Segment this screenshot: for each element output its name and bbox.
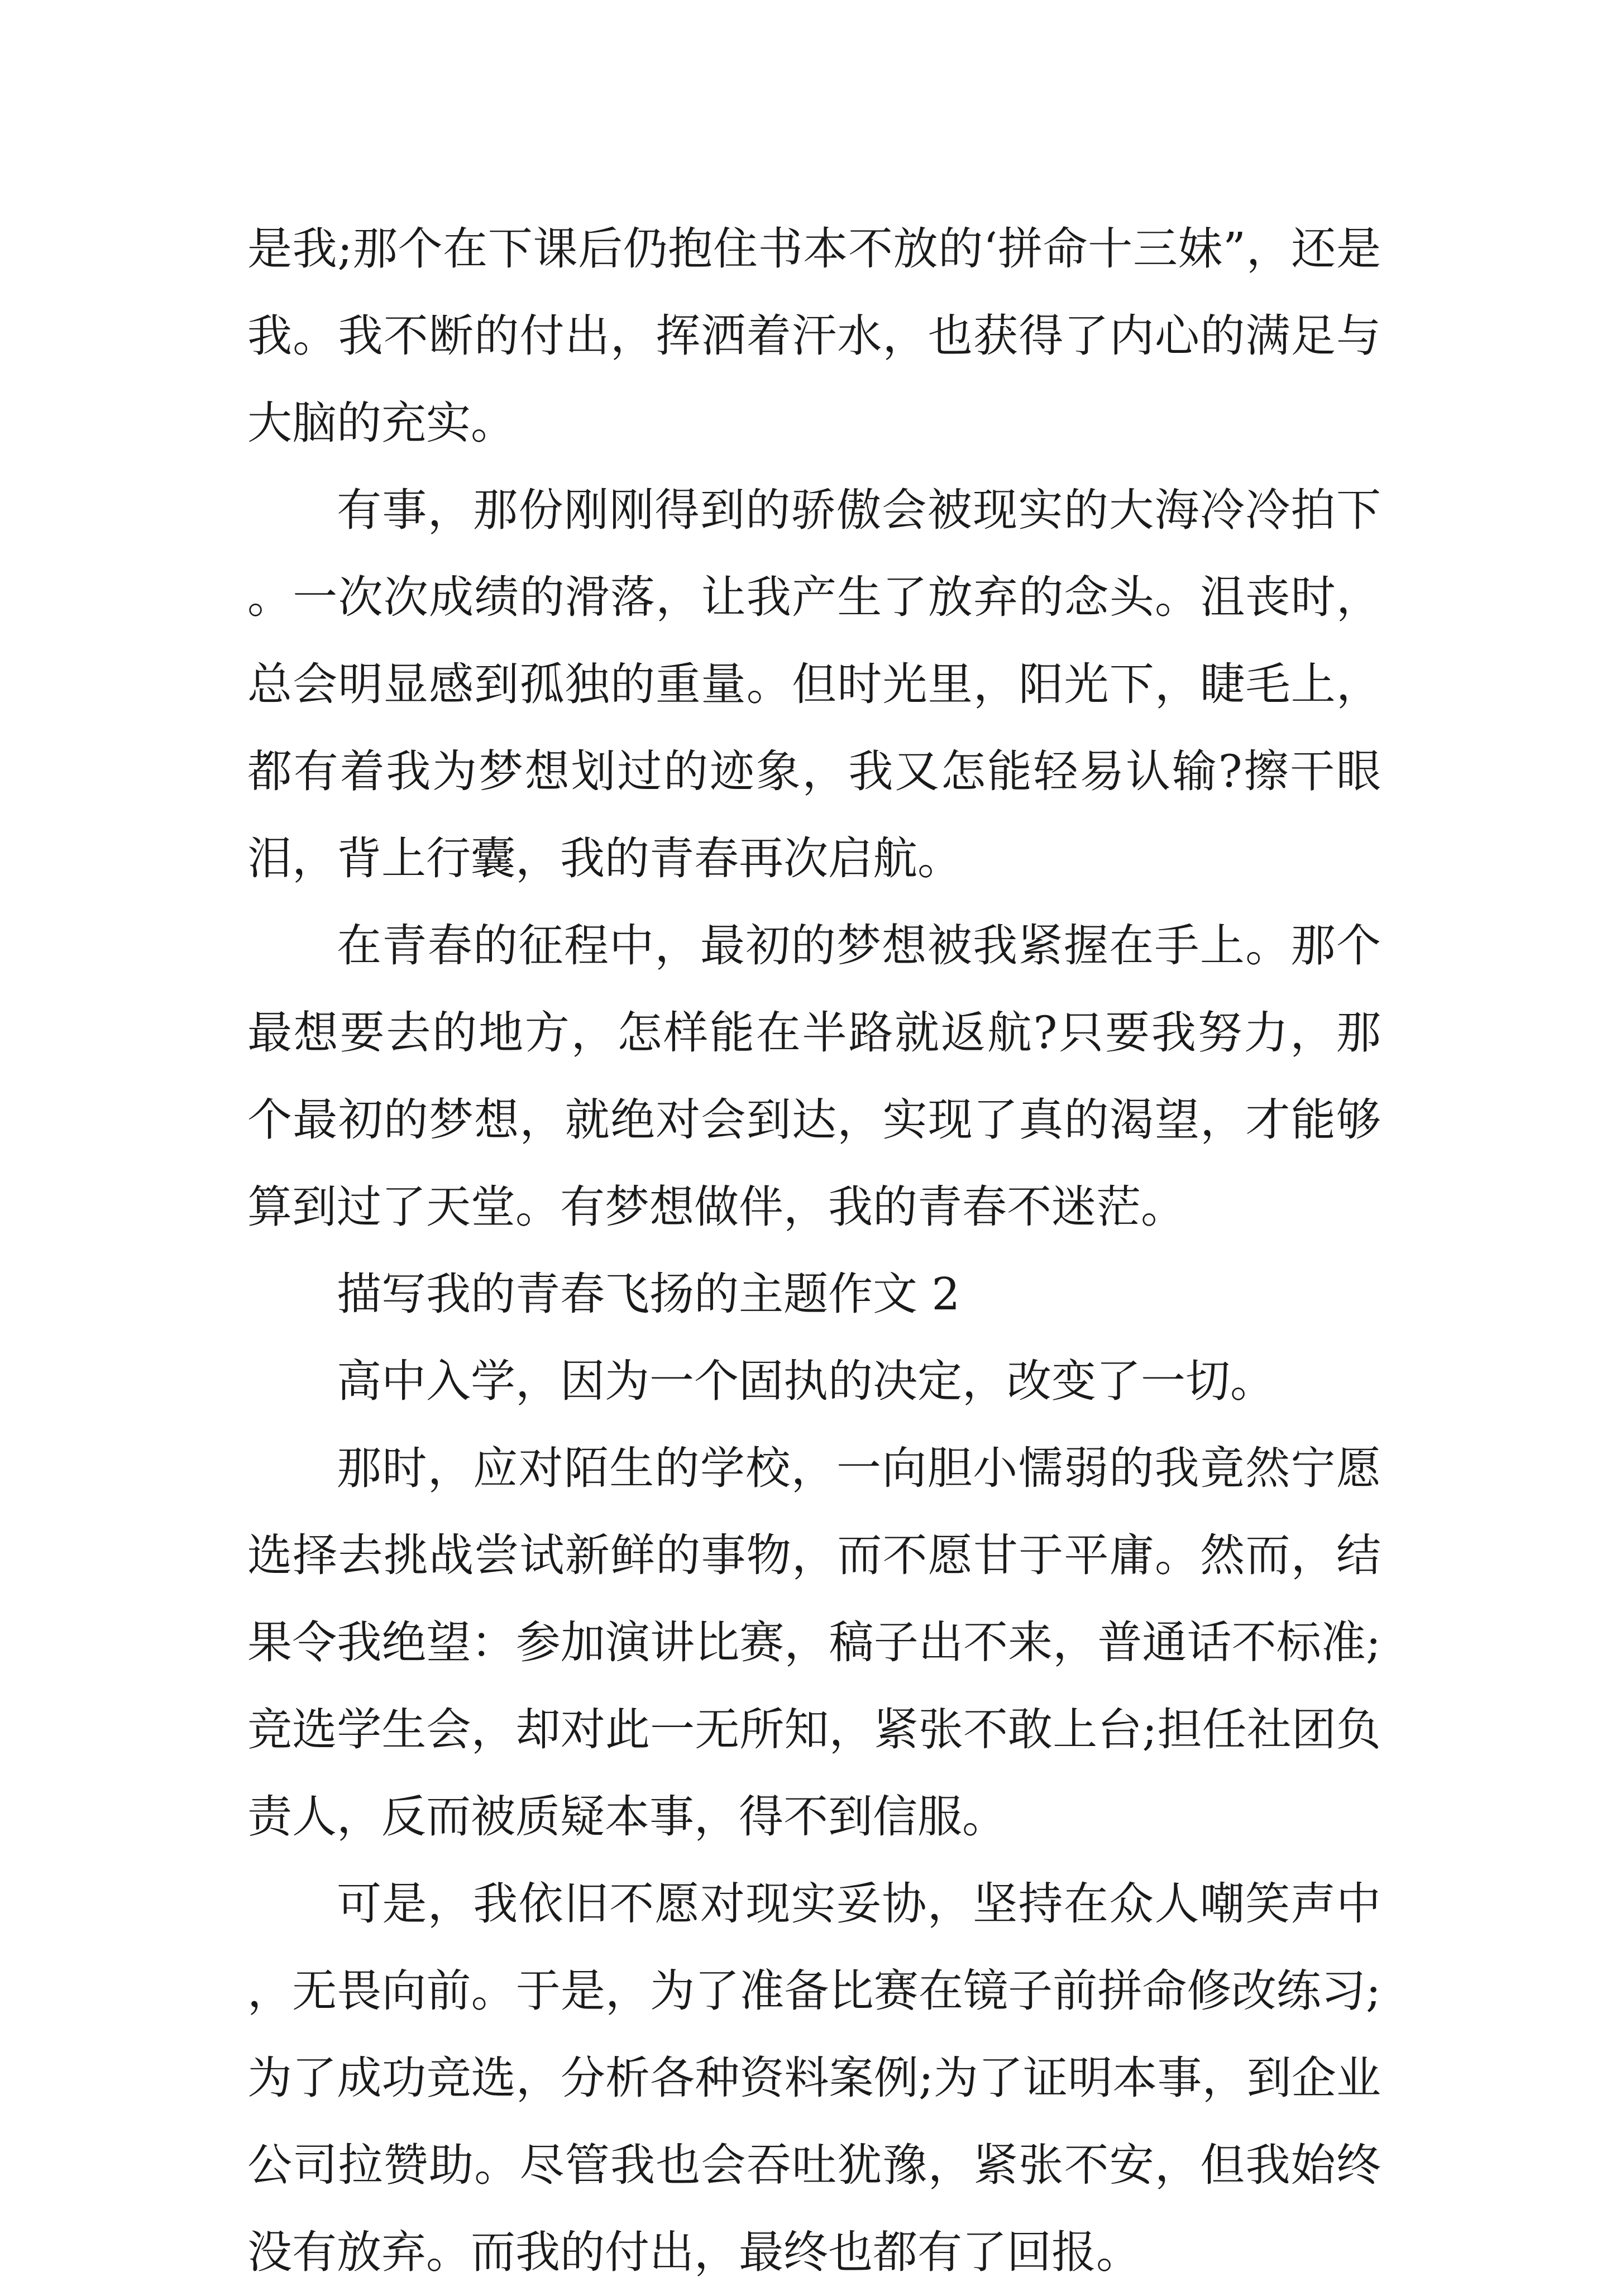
essay-heading: 描写我的青春飞扬的主题作文 2 bbox=[337, 1268, 960, 1320]
paragraph: 高中入学，因为一个固执的决定，改变了一切。 bbox=[337, 1355, 1275, 1407]
paragraph: 可是，我依旧不愿对现实妥协，坚持在众人嘲笑声中，无畏向前。于是，为了准备比赛在镜子前拼命修改练习;为了成功竞选，分析各种资料案例;为了证明本事，到企业公司拉赞助。尽管我也会吞吐犹豫，紧张不安，但我始终没有放弃。而我的付出，最终也都有了回报。 bbox=[247, 1878, 1381, 2278]
paragraph-continuation: 是我;那个在下课后仍抱住书本不放的‘拼命十三妹”，还是我。我不断的付出，挥洒着汗水，也获得了内心的满足与大脑的充实。 bbox=[247, 223, 1381, 449]
document-page bbox=[247, 205, 1381, 2296]
paragraph: 在青春的征程中，最初的梦想被我紧握在手上。那个最想要去的地方，怎样能在半路就返航?只要我努力，那个最初的梦想，就绝对会到达，实现了真的渴望，才能够算到过了天堂。有梦想做伴，我的青春不迷茫。 bbox=[247, 920, 1381, 1233]
paragraph: 有事，那份刚刚得到的骄傲会被现实的大海冷冷拍下。一次次成绩的滑落，让我产生了放弃的念头。沮丧时，总会明显感到孤独的重量。但时光里，阳光下，睫毛上，都有着我为梦想划过的迹象，我又怎能轻易认输?擦干眼泪，背上行囊，我的青春再次启航。 bbox=[247, 484, 1381, 884]
paragraph: 那时，应对陌生的学校，一向胆小懦弱的我竟然宁愿选择去挑战尝试新鲜的事物，而不愿甘于平庸。然而，结果令我绝望：参加演讲比赛，稿子出不来，普通话不标准;竞选学生会，却对此一无所知，紧张不敢上台;担任社团负责人，反而被质疑本事，得不到信服。 bbox=[247, 1442, 1381, 1843]
